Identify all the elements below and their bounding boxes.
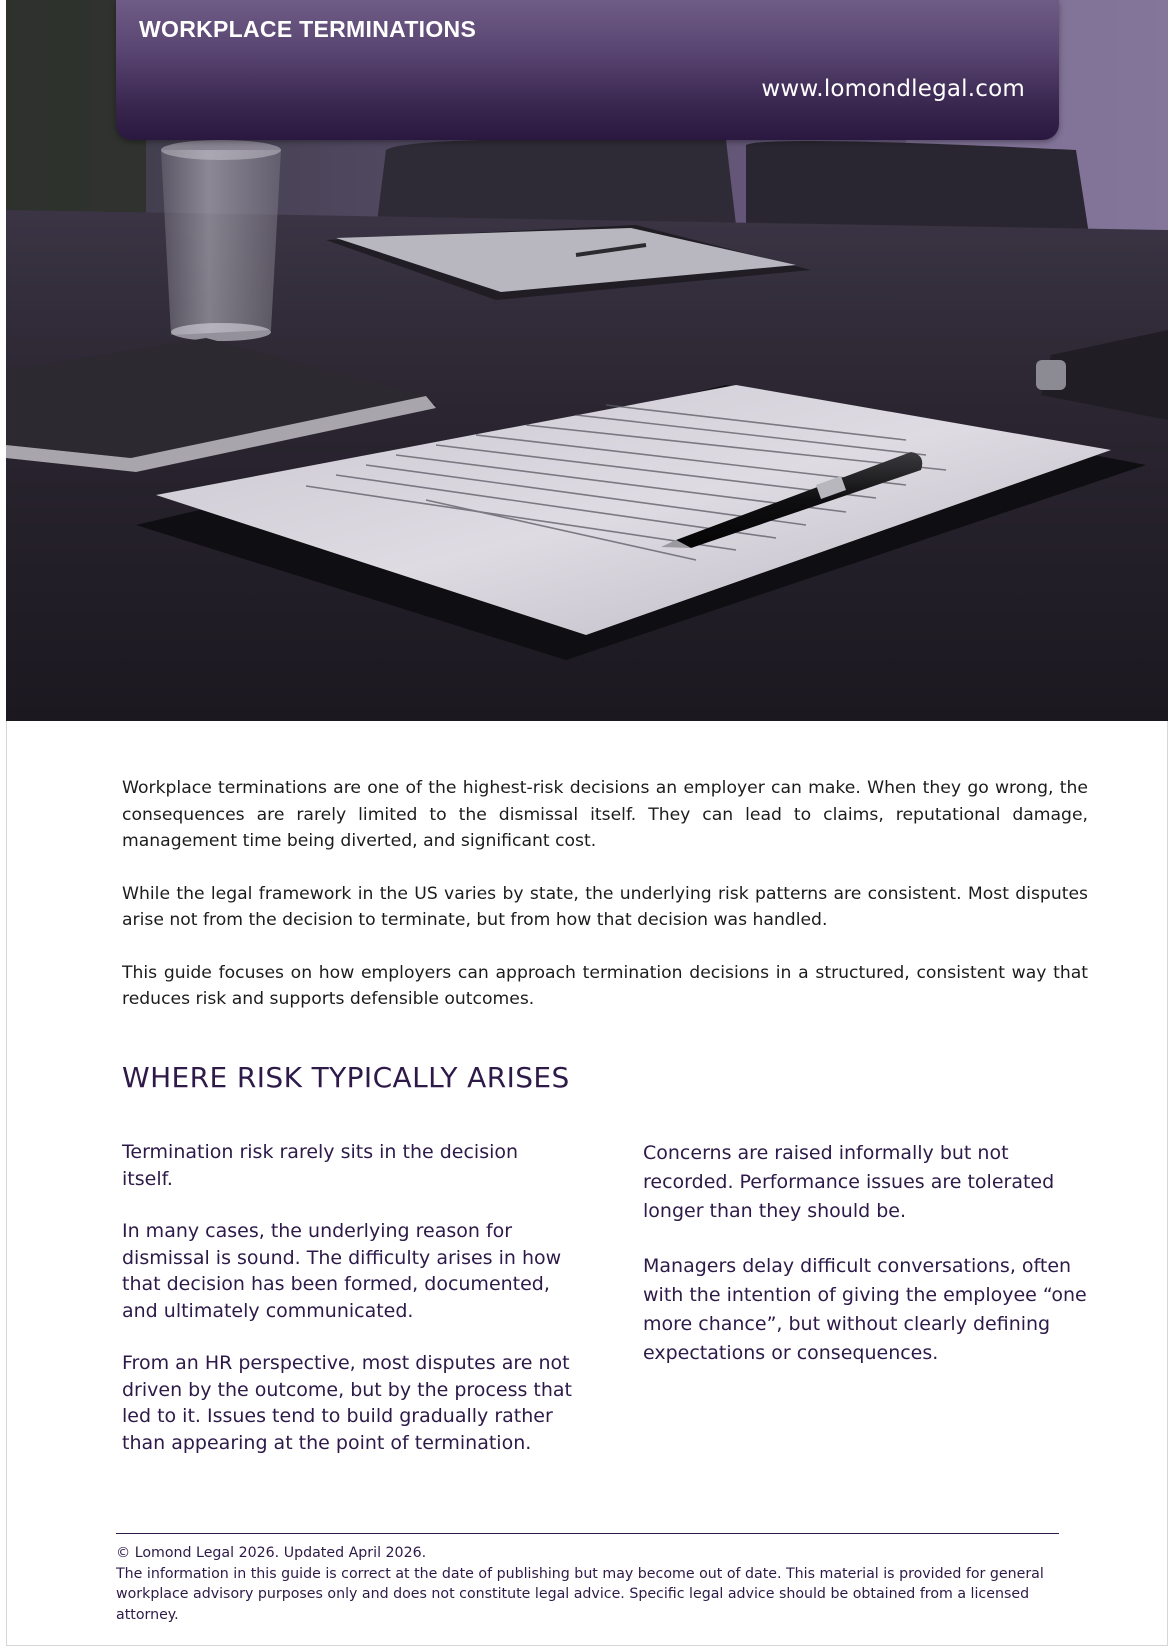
disclaimer-text: workplace advisory purposes only and does not constitute legal advice. Specific legal advice should be obtained from a licensed attorney. xyxy=(116,1586,1030,1623)
section-heading: WHERE RISK TYPICALLY ARISES xyxy=(122,1061,570,1094)
website-link[interactable]: www.lomondlegal.com xyxy=(761,76,1025,102)
footer xyxy=(116,1543,1076,1625)
column-paragraph: Termination risk rarely sits in the decision itself. xyxy=(122,1141,519,1190)
intro-paragraph: While the legal framework in the US varies by state, the underlying risk patterns are consistent. Most disputes arise not from the decision to terminate, but from how that decision was handled. xyxy=(122,883,1088,930)
intro-paragraph: Workplace terminations are one of the highest-risk decisions an employer can make. When they go wrong, the consequences are rarely limited to the dismissal itself. They can lead to claims, reputational damage, management time being diverted, and significant cost. xyxy=(122,778,1088,851)
right-column xyxy=(643,1139,1093,1394)
column-paragraph: From an HR perspective, most disputes are not driven by the outcome, but by the process that led to it. Issues tend to build gradually rather than appearing at the point of termination. xyxy=(122,1352,572,1454)
intro-section xyxy=(122,775,1088,1039)
column-paragraph: In many cases, the underlying reason for dismissal is sound. The difficulty arises in how that decision has been formed, documented, and ultimately communicated. xyxy=(122,1220,562,1322)
footer-divider xyxy=(116,1533,1059,1534)
header-banner xyxy=(116,0,1059,140)
column-paragraph: Concerns are raised informally but not recorded. Performance issues are tolerated longer than they should be. xyxy=(643,1142,1055,1222)
document-title: WORKPLACE TERMINATIONS xyxy=(139,16,477,42)
copyright-text: © Lomond Legal 2026. Updated April 2026. xyxy=(116,1545,427,1561)
intro-paragraph: This guide focuses on how employers can approach termination decisions in a structured, consistent way that reduces risk and supports defensible outcomes. xyxy=(122,962,1088,1009)
column-paragraph: Managers delay difficult conversations, often with the intention of giving the employee “one more chance”, but without clearly defining expectations or consequences. xyxy=(643,1255,1087,1364)
disclaimer-text: The information in this guide is correct at the date of publishing but may become out of date. This material is provided for general xyxy=(116,1565,1044,1582)
left-column xyxy=(122,1139,572,1482)
